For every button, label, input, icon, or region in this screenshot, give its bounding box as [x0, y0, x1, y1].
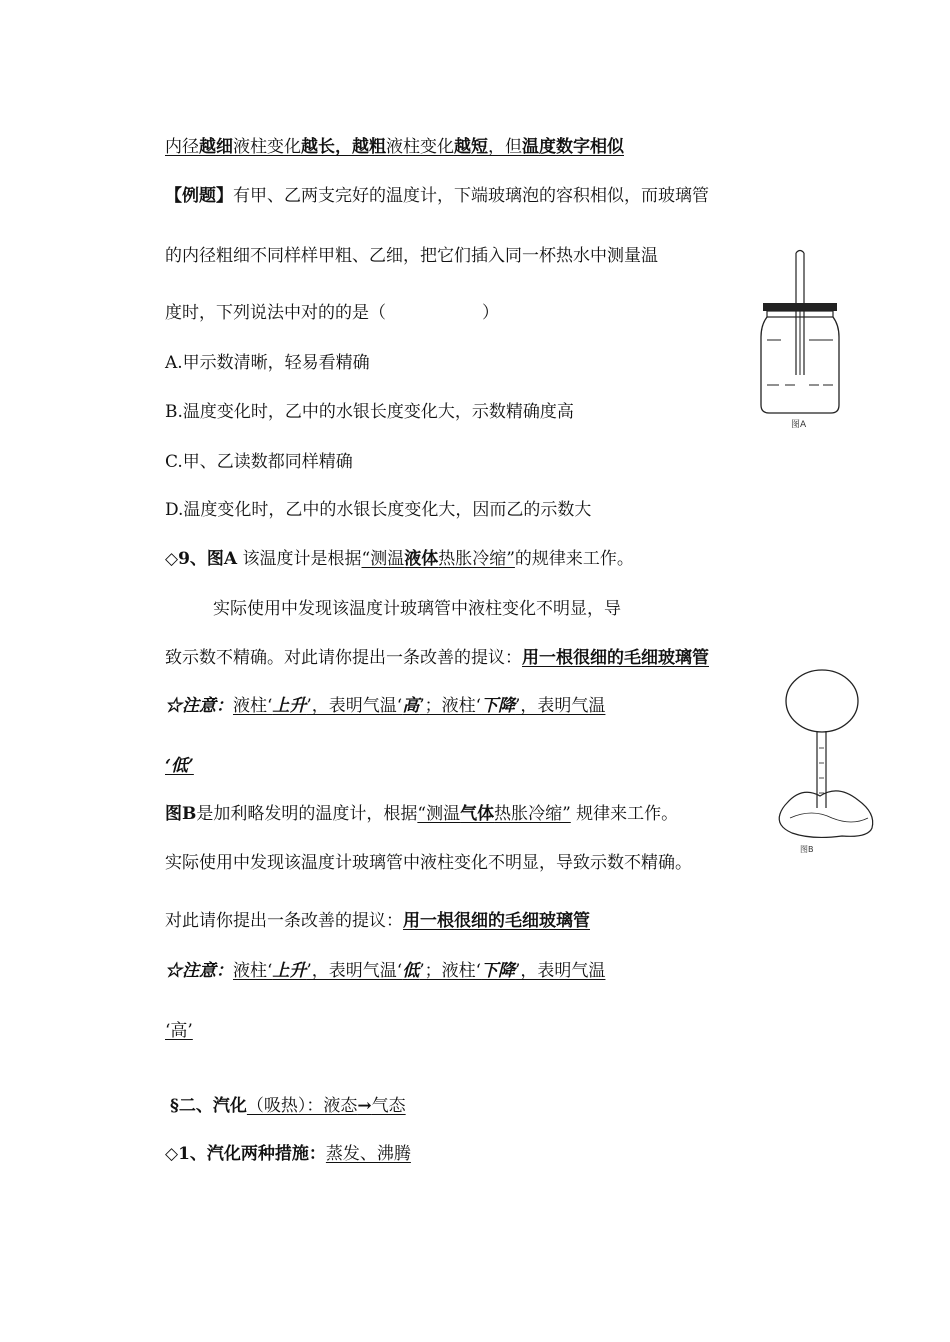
text: 蒸发、沸腾 [325, 1144, 411, 1164]
text: 下降 [481, 696, 516, 716]
text: ’，表明气温‘ [306, 696, 403, 716]
example-line-1 [165, 185, 709, 207]
text: ’；液柱‘ [419, 961, 482, 981]
text: ◇1、汽化两种措施： [165, 1144, 326, 1164]
option-a: A.甲示数清晰，轻易看精确 [165, 353, 370, 373]
text: 有甲、乙两支完好的温度计，下端玻璃泡的容积相似，而玻璃管 [233, 186, 709, 206]
text: 气体 [460, 804, 495, 824]
example-line-2: 的内径粗细不同样样甲粗、乙细，把它们插入同一杯热水中测量温 [165, 246, 658, 266]
section-2-item-1 [165, 1143, 411, 1165]
text: 图B [165, 804, 197, 824]
text: 液柱‘ [233, 961, 273, 981]
text: （吸热）：液态 [246, 1096, 358, 1116]
text: 低 [402, 961, 420, 981]
text: “测温 [361, 549, 405, 569]
text: 越长，越粗 [301, 137, 386, 157]
text: 液柱变化 [233, 137, 301, 157]
text: 热胀冷缩” [438, 549, 515, 569]
text: ） [482, 303, 499, 323]
figb-line-2: 实际使用中发现该温度计玻璃管中液柱变化不明显，导致示数不精确。 [165, 853, 692, 873]
q9-line-2: 实际使用中发现该温度计玻璃管中液柱变化不明显，导 [213, 599, 621, 619]
text: ’，表明气温 [515, 696, 606, 716]
text: → [357, 1096, 372, 1116]
text: 的规律来工作。 [514, 549, 634, 569]
text: ’，表明气温 [515, 961, 606, 981]
example-tag: 【例题】 [165, 186, 233, 206]
option-d: D.温度变化时，乙中的水银长度变化大，因而乙的示数大 [165, 500, 592, 520]
text: 高 [402, 696, 420, 716]
text: 液体 [404, 549, 439, 569]
text: 下降 [481, 961, 516, 981]
text: 上升 [272, 961, 307, 981]
note-2 [165, 960, 605, 982]
text: 上升 [272, 696, 307, 716]
text: 度时，下列说法中对的的是（ [165, 303, 386, 323]
note-1 [165, 695, 605, 717]
text: 液柱‘ [233, 696, 273, 716]
text: 内径 [165, 137, 199, 157]
note-1-cont [165, 755, 194, 777]
text: 气态 [371, 1096, 406, 1116]
q9-line-3 [165, 647, 709, 669]
figure-a-thermometer [755, 245, 845, 435]
note-tag: ☆注意： [165, 696, 233, 716]
figb-line-3 [165, 910, 590, 932]
q9-line [165, 548, 634, 570]
text: 用一根很细的毛细玻璃管 [403, 911, 590, 931]
text: 该温度计是根据 [237, 549, 362, 569]
text: 越短 [454, 137, 488, 157]
figure-b-thermometer [772, 668, 887, 858]
text: ’；液柱‘ [419, 696, 482, 716]
example-line-3 [165, 302, 499, 324]
text: 规律来工作。 [570, 804, 679, 824]
text: ‘低’ [165, 756, 194, 776]
text: ◇9、图A [165, 549, 238, 569]
text: ’，表明气温‘ [306, 961, 403, 981]
text: 液柱变化 [386, 137, 454, 157]
text: 热胀冷缩” [494, 804, 571, 824]
figure-a-label: 图A [791, 420, 807, 430]
option-b: B.温度变化时，乙中的水银长度变化大，示数精确度高 [165, 402, 574, 422]
text: 对此请你提出一条改善的提议： [165, 911, 403, 931]
text: 越细 [199, 137, 233, 157]
figure-b-label: 图B [800, 845, 814, 854]
figb-line [165, 803, 678, 825]
section-2-title [170, 1095, 406, 1117]
note-tag: ☆注意： [165, 961, 233, 981]
note-2-cont [165, 1020, 193, 1042]
text: 用一根很细的毛细玻璃管 [522, 648, 709, 668]
text: ，但 [488, 137, 522, 157]
text: ‘高’ [165, 1021, 193, 1041]
text: §二、汽化 [170, 1096, 247, 1116]
summary-line [165, 136, 624, 158]
option-c: C.甲、乙读数都同样精确 [165, 452, 353, 472]
text: 温度数字相似 [522, 137, 624, 157]
text: 致示数不精确。对此请你提出一条改善的提议： [165, 648, 522, 668]
text: “测温 [417, 804, 461, 824]
text: 是加利略发明的温度计，根据 [196, 804, 418, 824]
